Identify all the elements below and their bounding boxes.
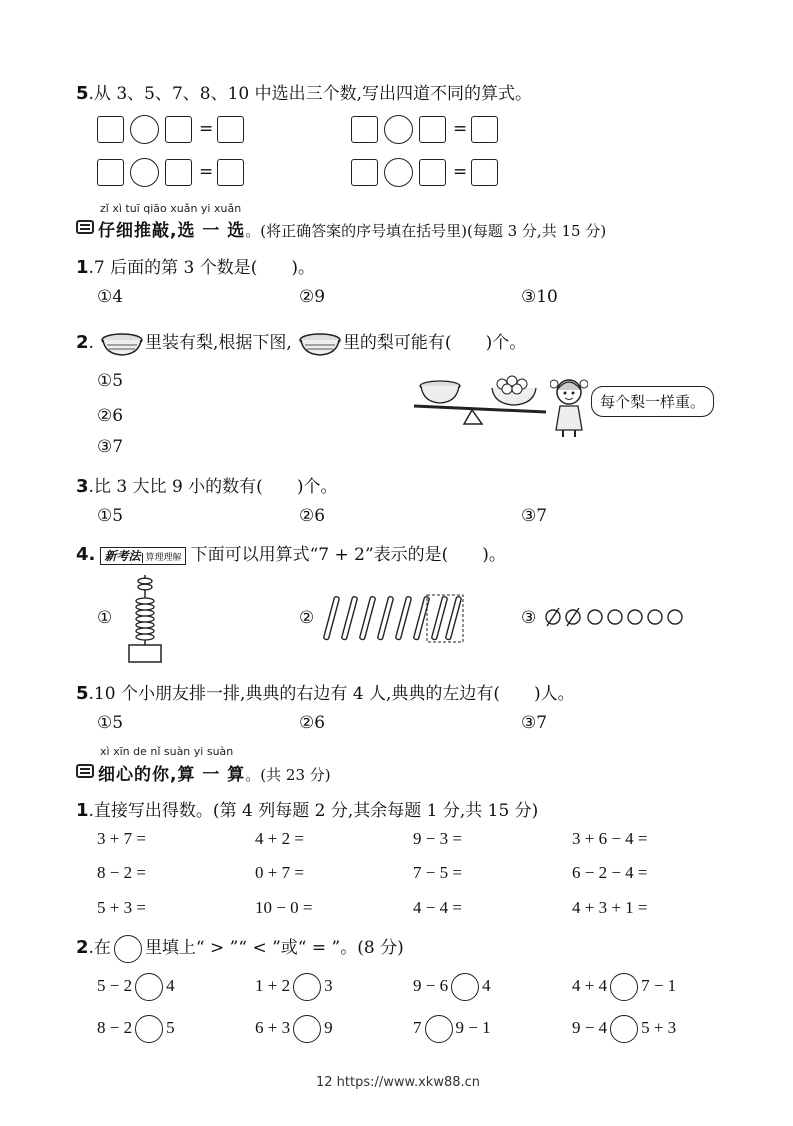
left-expr: 9 − 6 bbox=[413, 975, 449, 995]
section-2-pinyin: zǐ xì tuī qiāo xuǎn yi xuǎn bbox=[100, 202, 242, 215]
circle-icon bbox=[114, 935, 142, 963]
question-number: 1 bbox=[76, 257, 89, 278]
compare-item bbox=[572, 973, 676, 1001]
option-2[interactable]: ②9 bbox=[299, 287, 326, 307]
section-2-heading bbox=[98, 216, 606, 241]
question-text: 里装有梨,根据下图, bbox=[145, 333, 292, 353]
section-icon bbox=[76, 220, 94, 234]
section-3-pinyin: xì xīn de nǐ suàn yi suàn bbox=[100, 745, 234, 758]
compare-item bbox=[413, 1015, 491, 1043]
right-expr: 9 bbox=[324, 1017, 333, 1037]
compare-circle[interactable] bbox=[293, 1015, 321, 1043]
question-text: . bbox=[88, 333, 94, 353]
compare-circle[interactable] bbox=[293, 973, 321, 1001]
equals-sign: = bbox=[453, 162, 468, 182]
option-1[interactable]: ①5 bbox=[97, 506, 124, 526]
operator-circle[interactable] bbox=[130, 115, 159, 144]
compare-item bbox=[572, 1015, 676, 1043]
operator-circle[interactable] bbox=[384, 115, 413, 144]
compare-circle[interactable] bbox=[610, 1015, 638, 1043]
calc-item[interactable]: 6 − 2 − 4 = bbox=[572, 863, 648, 882]
question-number: 4 bbox=[76, 544, 89, 565]
section-3-title: 细心的你,算 一 算 bbox=[98, 765, 246, 785]
calc-item[interactable]: 9 − 3 = bbox=[413, 829, 462, 848]
question-text: 里填上“ > ”“ < ”或“ = ”。(8 分) bbox=[144, 938, 404, 958]
right-expr: 5 + 3 bbox=[641, 1017, 677, 1037]
speech-bubble: 每个梨一样重。 bbox=[591, 386, 714, 417]
s2-question-5 bbox=[76, 679, 575, 704]
compare-item bbox=[255, 973, 333, 1001]
answer-box[interactable] bbox=[419, 116, 446, 143]
option-3[interactable]: ③7 bbox=[97, 437, 124, 457]
question-number: 3 bbox=[76, 476, 89, 497]
operator-circle[interactable] bbox=[130, 158, 159, 187]
answer-box[interactable] bbox=[351, 159, 378, 186]
operator-circle[interactable] bbox=[384, 158, 413, 187]
section-icon bbox=[76, 764, 94, 778]
calc-item[interactable]: 8 − 2 = bbox=[97, 863, 146, 882]
section-2-note: 。(将正确答案的序号填在括号里)(每题 3 分,共 15 分) bbox=[245, 222, 607, 240]
compare-item bbox=[255, 1015, 333, 1043]
compare-circle[interactable] bbox=[610, 973, 638, 1001]
option-3[interactable]: ③10 bbox=[521, 287, 558, 307]
question-text: .7 后面的第 3 个数是( )。 bbox=[88, 258, 316, 278]
question-number: 2 bbox=[76, 937, 89, 958]
basket-icon bbox=[297, 330, 343, 358]
girl-character-icon bbox=[550, 376, 588, 438]
left-expr: 5 − 2 bbox=[97, 975, 133, 995]
option-1[interactable]: ①4 bbox=[97, 287, 124, 307]
answer-box[interactable] bbox=[351, 116, 378, 143]
calc-item[interactable]: 4 + 3 + 1 = bbox=[572, 898, 648, 917]
calc-item[interactable]: 0 + 7 = bbox=[255, 863, 304, 882]
option-3[interactable]: ③7 bbox=[521, 506, 548, 526]
left-expr: 6 + 3 bbox=[255, 1017, 291, 1037]
answer-box[interactable] bbox=[419, 159, 446, 186]
left-expr: 8 − 2 bbox=[97, 1017, 133, 1037]
s3-question-2 bbox=[76, 933, 404, 963]
badge-main: 新考法 bbox=[104, 549, 141, 563]
question-text: 下面可以用算式“7 + 2”表示的是( )。 bbox=[190, 545, 506, 565]
s2-question-3 bbox=[76, 472, 337, 497]
option-1[interactable]: ①5 bbox=[97, 371, 124, 391]
left-expr: 4 + 4 bbox=[572, 975, 608, 995]
page-footer: 12 https://www.xkw88.cn bbox=[316, 1075, 481, 1090]
answer-box[interactable] bbox=[165, 159, 192, 186]
s2-question-4: 4. 新考法 算理理解 下面可以用算式“7 + 2”表示的是( )。 bbox=[76, 544, 506, 565]
circles-icon bbox=[543, 605, 693, 629]
left-expr: 7 bbox=[413, 1017, 422, 1037]
compare-item bbox=[97, 973, 175, 1001]
question-5-top bbox=[76, 79, 532, 104]
answer-box[interactable] bbox=[165, 116, 192, 143]
question-text: .比 3 大比 9 小的数有( )个。 bbox=[88, 477, 338, 497]
compare-item bbox=[413, 973, 491, 1001]
equals-sign: = bbox=[199, 162, 214, 182]
option-2[interactable]: ②6 bbox=[299, 713, 326, 733]
calc-item[interactable]: 4 + 2 = bbox=[255, 829, 304, 848]
question-text: 里的梨可能有( )个。 bbox=[342, 333, 527, 353]
right-expr: 4 bbox=[166, 975, 175, 995]
badge-tag: 算理理解 bbox=[142, 553, 181, 563]
question-text: .10 个小朋友排一排,典典的右边有 4 人,典典的左边有( )人。 bbox=[88, 684, 575, 704]
option-2[interactable]: ②6 bbox=[299, 506, 326, 526]
answer-box[interactable] bbox=[471, 159, 498, 186]
calc-item[interactable]: 3 + 6 − 4 = bbox=[572, 829, 648, 848]
answer-box[interactable] bbox=[217, 159, 244, 186]
question-number: 5 bbox=[76, 83, 89, 104]
calc-item[interactable]: 3 + 7 = bbox=[97, 829, 146, 848]
section-3-note: 。(共 23 分) bbox=[245, 766, 331, 784]
balance-scale-icon bbox=[410, 372, 550, 432]
option-3[interactable]: ③ bbox=[521, 608, 537, 628]
compare-circle[interactable] bbox=[135, 973, 163, 1001]
option-3[interactable]: ③7 bbox=[521, 713, 548, 733]
compare-circle[interactable] bbox=[135, 1015, 163, 1043]
equals-sign: = bbox=[199, 119, 214, 139]
answer-box[interactable] bbox=[97, 116, 124, 143]
answer-box[interactable] bbox=[97, 159, 124, 186]
s2-question-2 bbox=[76, 328, 526, 358]
right-expr: 9 − 1 bbox=[455, 1017, 491, 1037]
compare-item bbox=[97, 1015, 175, 1043]
calc-item[interactable]: 5 + 3 = bbox=[97, 898, 146, 917]
option-1[interactable]: ①5 bbox=[97, 713, 124, 733]
question-number: 2 bbox=[76, 332, 89, 353]
question-number: 1 bbox=[76, 800, 89, 821]
compare-circle[interactable] bbox=[451, 973, 479, 1001]
question-text: .直接写出得数。(第 4 列每题 2 分,其余每题 1 分,共 15 分) bbox=[88, 801, 539, 821]
right-expr: 7 − 1 bbox=[641, 975, 677, 995]
counting-sticks-icon bbox=[320, 594, 470, 644]
basket-icon bbox=[99, 330, 145, 358]
s2-question-1 bbox=[76, 253, 315, 278]
question-number: 5 bbox=[76, 683, 89, 704]
abacus-icon bbox=[126, 573, 166, 665]
question-text: .在 bbox=[88, 938, 111, 958]
option-2[interactable]: ②6 bbox=[97, 406, 124, 426]
left-expr: 9 − 4 bbox=[572, 1017, 608, 1037]
compare-circle[interactable] bbox=[425, 1015, 453, 1043]
new-method-badge bbox=[100, 547, 185, 565]
calc-item[interactable]: 10 − 0 = bbox=[255, 898, 313, 917]
equals-sign: = bbox=[453, 119, 468, 139]
section-2-title: 仔细推敲,选 一 选 bbox=[98, 221, 246, 241]
answer-box[interactable] bbox=[471, 116, 498, 143]
option-1[interactable]: ① bbox=[97, 608, 113, 628]
calc-item[interactable]: 7 − 5 = bbox=[413, 863, 462, 882]
s3-question-1 bbox=[76, 796, 538, 821]
option-2[interactable]: ② bbox=[299, 608, 315, 628]
right-expr: 5 bbox=[166, 1017, 175, 1037]
calc-item[interactable]: 4 − 4 = bbox=[413, 898, 462, 917]
question-text: .从 3、5、7、8、10 中选出三个数,写出四道不同的算式。 bbox=[88, 84, 533, 104]
right-expr: 3 bbox=[324, 975, 333, 995]
left-expr: 1 + 2 bbox=[255, 975, 291, 995]
answer-box[interactable] bbox=[217, 116, 244, 143]
section-3-heading bbox=[98, 760, 331, 785]
right-expr: 4 bbox=[482, 975, 491, 995]
